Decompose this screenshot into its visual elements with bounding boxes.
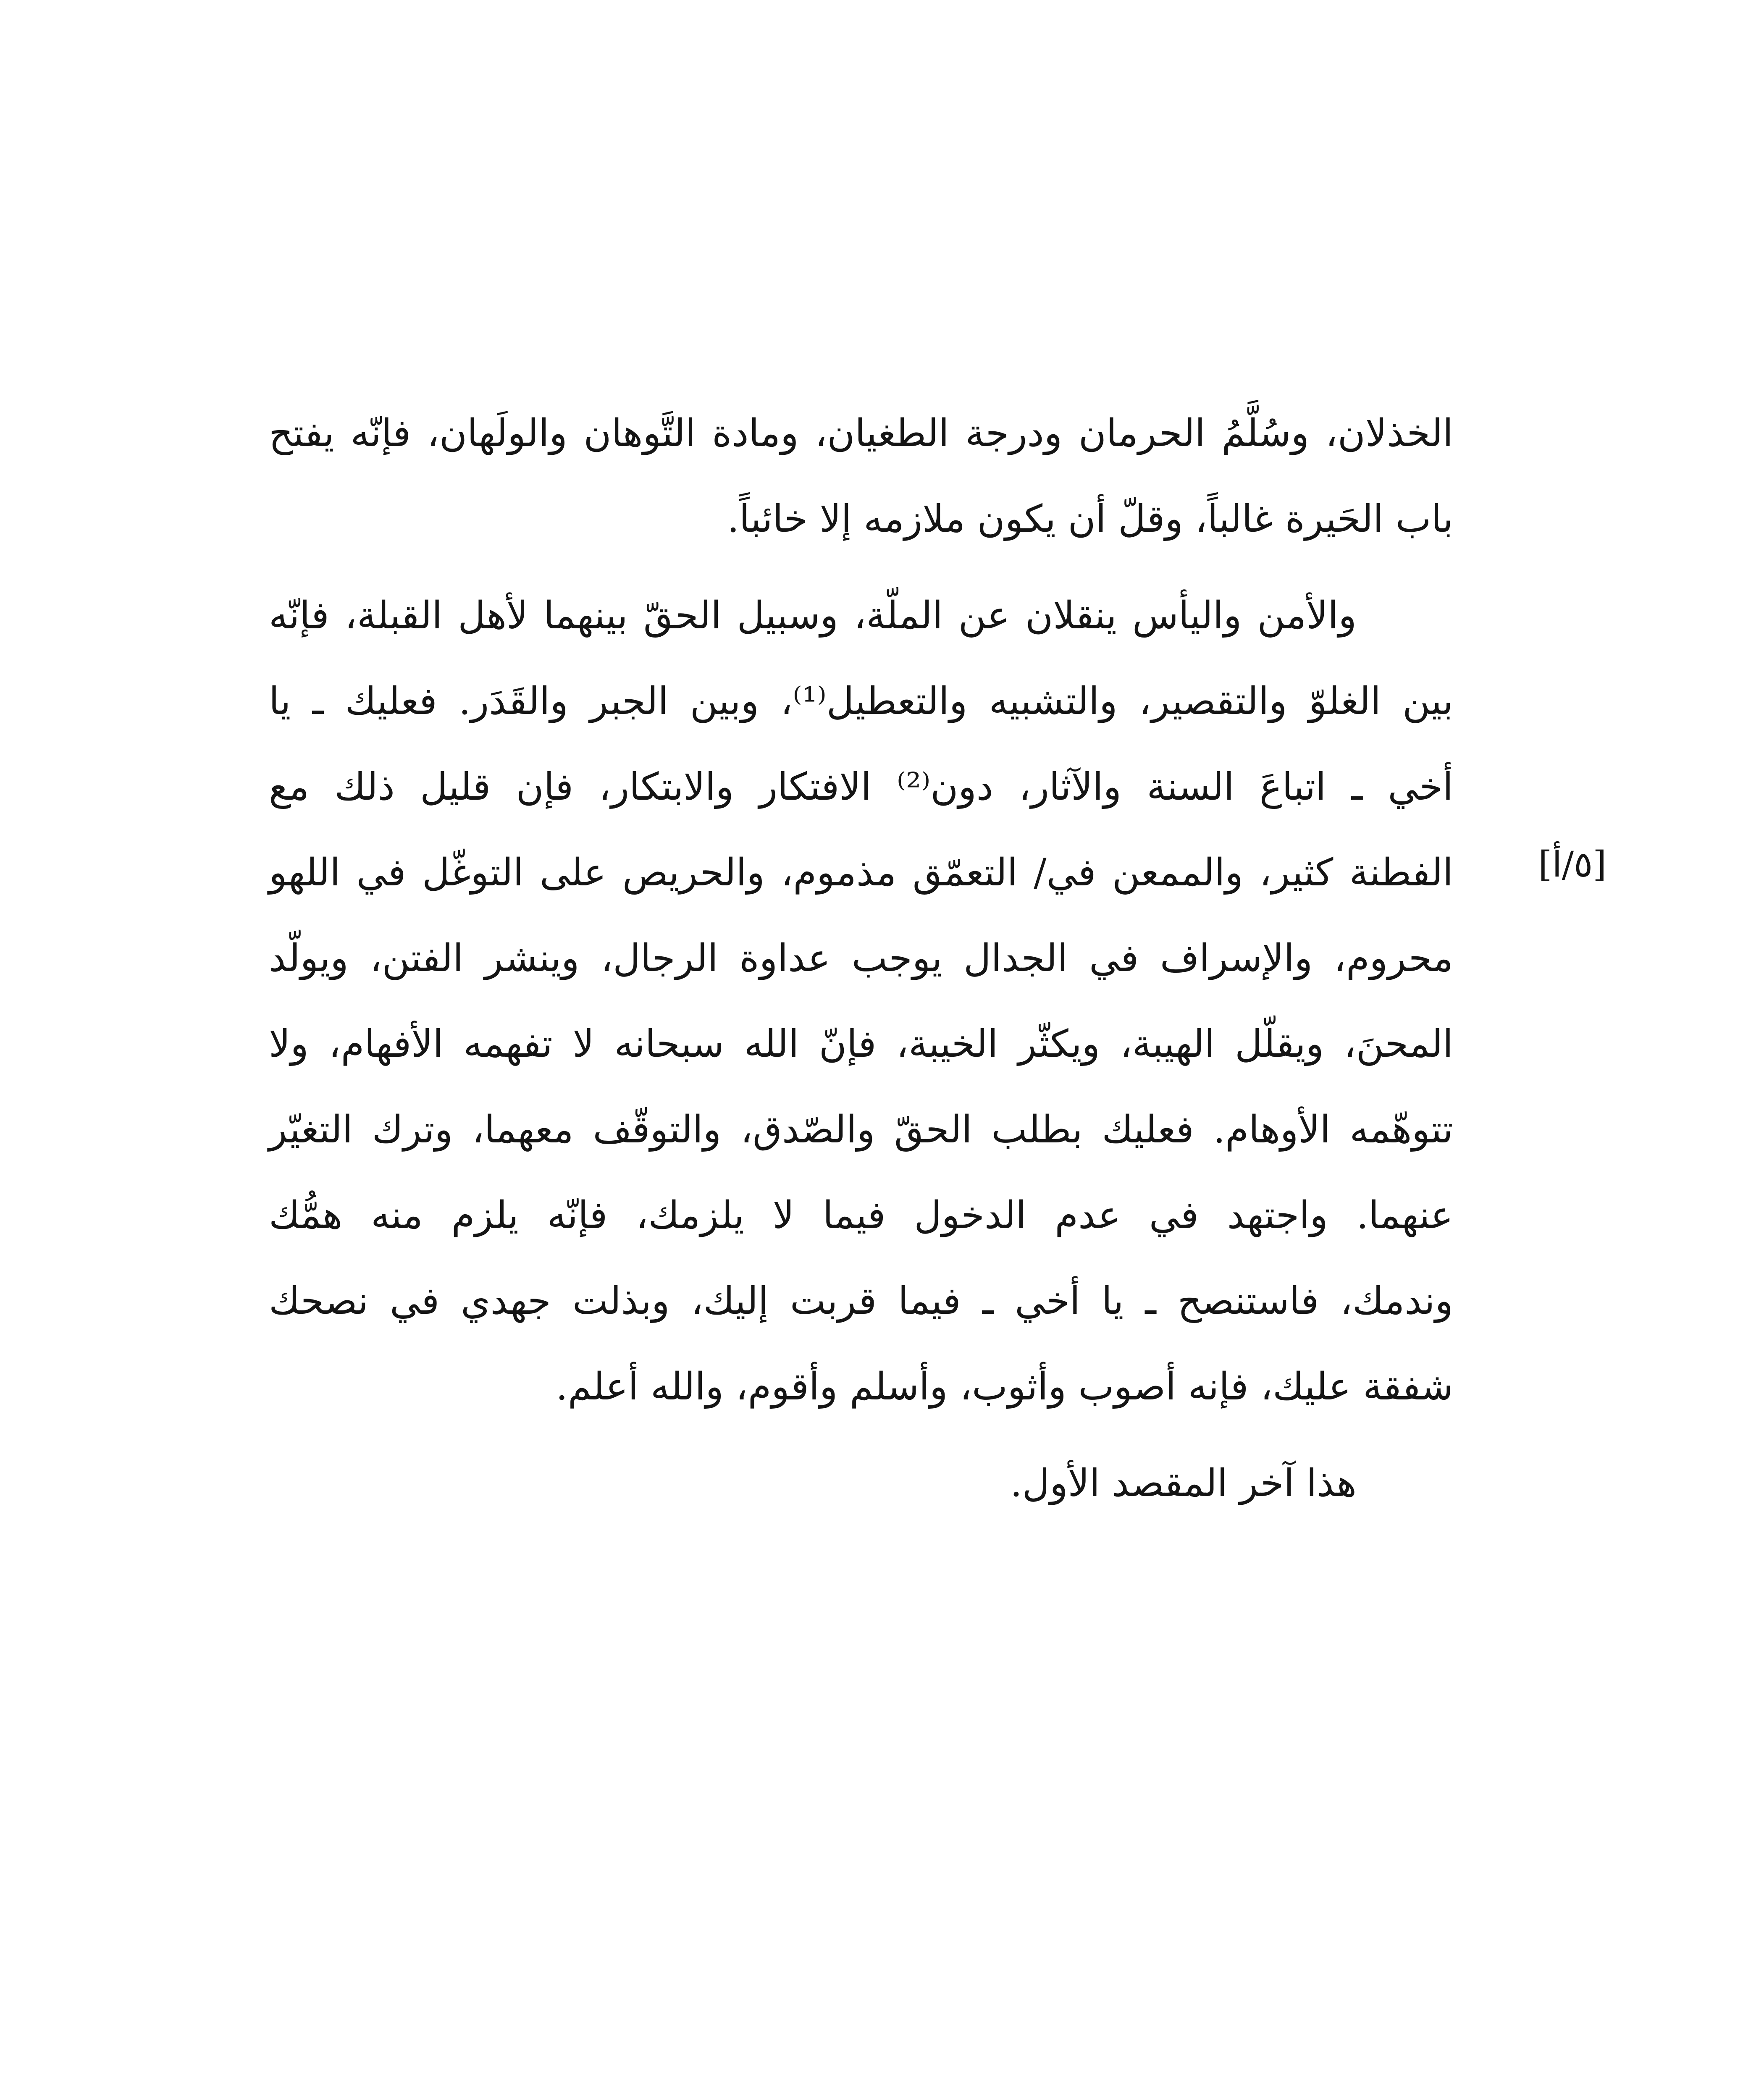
- text-line: باب الحَيرة غالباً، وقلّ أن يكون ملازمه إلا خائباً.: [727, 497, 1453, 541]
- text-line: الفطنة كثير، والممعن في/ التعمّق مذموم، والحريص على التوغّل في اللهو: [269, 850, 1453, 895]
- text-line: عنهما. واجتهد في عدم الدخول فيما لا يلزمك، فإنّه يلزم منه همُّك: [269, 1193, 1453, 1237]
- text-line: بين الغلوّ والتقصير، والتشبيه والتعطيل⁽¹⁾، وبين الجبر والقَدَر. فعليك ـ يا: [269, 679, 1453, 723]
- text-line: وندمك، فاستنصح ـ يا أخي ـ فيما قربت إليك، وبذلت جهدي في نصحك: [269, 1279, 1453, 1323]
- text-line: المحنَ، ويقلّل الهيبة، ويكثّر الخيبة، فإنّ الله سبحانه لا تفهمه الأفهام، ولا: [269, 1022, 1453, 1066]
- text-line: والأمن واليأس ينقلان عن الملّة، وسبيل الحقّ بينهما لأهل القبلة، فإنّه: [269, 593, 1357, 638]
- text-line: تتوهّمه الأوهام. فعليك بطلب الحقّ والصّدق، والتوقّف معهما، وترك التغيّر: [269, 1108, 1453, 1152]
- folio-marker: [٥/أ]: [1538, 844, 1606, 885]
- main-text: [269, 391, 1453, 1526]
- closing-line: هذا آخر المقصد الأول.: [1010, 1461, 1357, 1505]
- text-line: شفقة عليك، فإنه أصوب وأثوب، وأسلم وأقوم، والله أعلم.: [556, 1365, 1453, 1409]
- text-line: أخي ـ اتباعَ السنة والآثار، دون⁽²⁾ الافتكار والابتكار، فإن قليل ذلك مع: [269, 765, 1453, 809]
- text-line: محروم، والإسراف في الجدال يوجب عداوة الرجال، وينشر الفتن، ويولّد: [269, 936, 1453, 980]
- paragraph-gap: [269, 562, 1453, 573]
- paragraph-gap: [269, 1430, 1453, 1441]
- text-line: الخذلان، وسُلَّمُ الحرمان ودرجة الطغيان، ومادة التَّوهان والولَهان، فإنّه يفتح: [269, 411, 1453, 455]
